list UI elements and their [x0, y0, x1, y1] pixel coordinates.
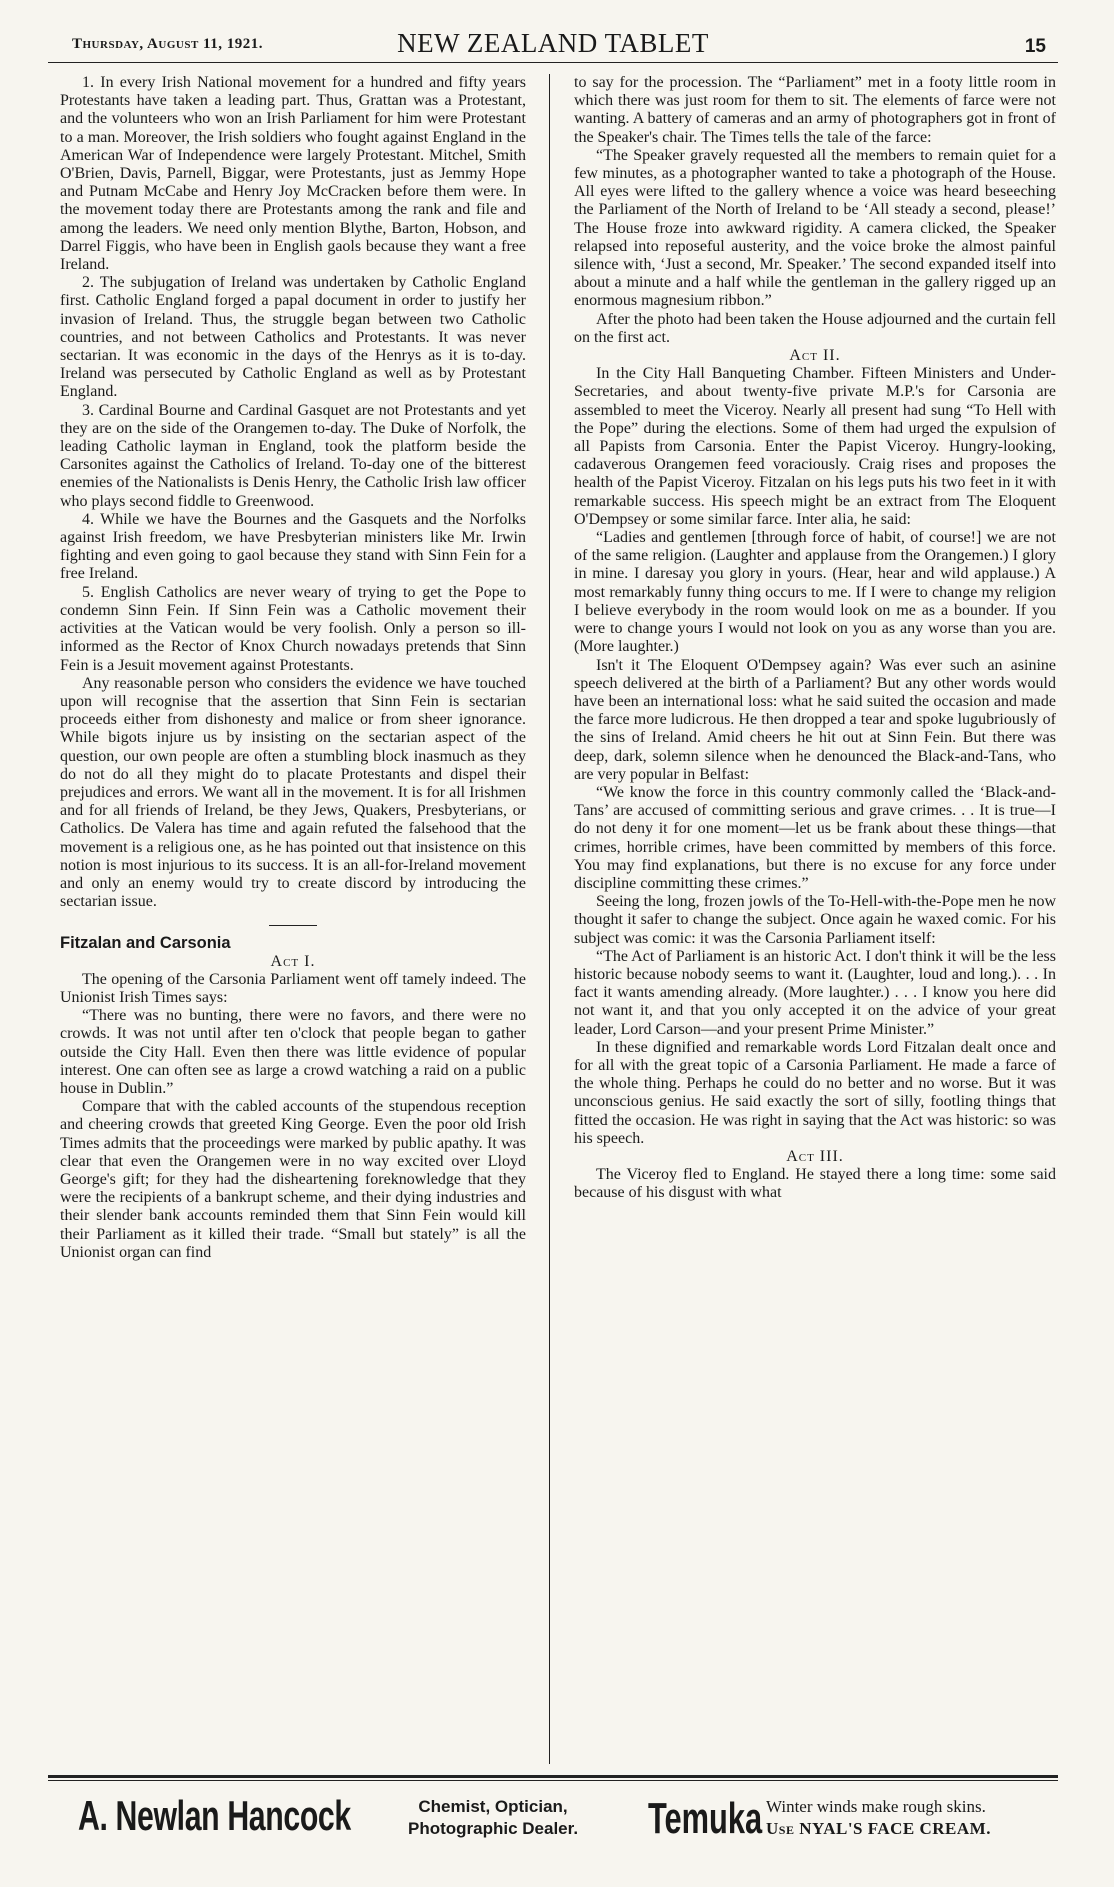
promo-line: Winter winds make rough skins. [766, 1797, 986, 1816]
advert-promo [766, 1796, 991, 1840]
quote-paragraph: “The Speaker gravely requested all the members to remain quiet for a few minutes, as a photographer wanted to take a photograph of the House. All eyes were lifted to the gallery whence a voice was heard beseeching the Parliament of the North of Ireland to be ‘All steady a second, please!’ The House froze into awkward rigidity. A camera clicked, the Speaker relapsed into reposeful austerity, and the voice broke the almost painful silence with, ‘Just a second, Mr. Speaker.’ The second expanded itself into about a minute and a half while the gentleman in the gallery rigged up an enormous magnesium ribbon.” [574, 146, 1056, 310]
advert-rule [48, 1775, 1058, 1778]
newspaper-title: NEW ZEALAND TABLET [397, 28, 709, 58]
section-divider [269, 925, 317, 926]
paragraph: 1. In every Irish National movement for a hundred and fifty years Protestants have taken a leading part. Thus, Grattan was a Protestant, and the volunteers who won an Irish Parliament for him were Protestant to a man. Moreover, the Irish soldiers who fought against England in the American War of Independence were largely Protestant. Mitchel, Smith O'Brien, Davis, Parnell, Biggar, were Protestants, just as Jemmy Hope and Putnam McCabe and Henry Joy McCracken before them were. In the movement today there are Protestants among the rank and file and among the leaders. We need only mention Blythe, Barton, Hobson, and Darrel Figgis, who have been in English gaols because they want a free Ireland. [60, 74, 526, 274]
header-rule [48, 62, 1058, 63]
paragraph: 2. The subjugation of Ireland was undertaken by Catholic England first. Catholic England forged a papal document in order to justify her invasion of Ireland. Thus, the struggle began between two Catholic countries, and not between Catholics and Protestants. It was never sectarian. It was economic in the days of the Henrys as it is to-day. Ireland was persecuted by Catholic England as well as by Protestant England. [60, 274, 526, 401]
act-heading: Act III. [786, 1147, 844, 1165]
quote-paragraph: “The Act of Parliament is an historic Act. I don't think it will be the less historic because nobody seems to want it. (Laughter, loud and long.). . . In fact it wants amending already. (More laughter.) . . . I know you here did not want it, and that you only accepted it on the advice of your great leader, Lord Carson—and your present Prime Minister.” [574, 947, 1056, 1038]
paragraph: Seeing the long, frozen jowls of the To-Hell-with-the-Pope men he now thought it safer to change the subject. Once again he waxed comic. For his subject was comic: it was the Carsonia Parliament itself: [574, 893, 1056, 947]
right-column [574, 74, 1056, 1203]
paragraph: Compare that with the cabled accounts of the stupendous reception and cheering crowds that greeted King George. Even the poor old Irish Times admits that the proceedings were marked by public apathy. It was clear that even the Orangemen were in no way excited over Lloyd George's gift; for they had the disheartening foreknowledge that they were the recipients of a bankrupt scheme, and their dying industries and their slender bank accounts reminded them that Sinn Fein would kill their Parliament as it killed their trade. “Small but stately” is all the Unionist organ can find [60, 1098, 526, 1261]
paragraph: Isn't it The Eloquent O'Dempsey again? Was ever such an asinine speech delivered at the birth of a Parliament? But any other words would have been an international loss: what he said suited the occasion and made the farce more ludicrous. He then dropped a tear and spoke lugubriously of the sins of Ireland. Amid cheers he hit out at Sinn Fein. But there was deep, dark, solemn silence when he denounced the Black-and-Tans, who are very popular in Belfast: [574, 656, 1056, 783]
paragraph: 5. English Catholics are never weary of trying to get the Pope to condemn Sinn Fein. If Sinn Fein was a Catholic movement their activities at the Vatican would be very foolish. Only a person so ill-informed as the Rector of Knox Church nowadays pretends that Sinn Fein is a Jesuit movement against Protestants. [60, 583, 526, 674]
left-column [60, 74, 526, 1262]
paragraph: 3. Cardinal Bourne and Cardinal Gasquet are not Protestants and yet they are on the side of the Orangemen to-day. The Duke of Norfolk, the leading Catholic layman in England, took the platform beside the Carsonites against the Catholics of Ireland. To-day one of the bitterest enemies of the Nationalists is Denis Henry, the Catholic Irish law officer who plays second fiddle to Greenwood. [60, 401, 526, 510]
column-divider [549, 74, 550, 1764]
paragraph: In the City Hall Banqueting Chamber. Fifteen Ministers and Under-Secretaries, and about twenty-five private M.P.'s for Carsonia are assembled to meet the Viceroy. Nearly all present had sung “To Hell with the Pope” during the elections. Some of them had urged the expulsion of all Papists from Carsonia. Enter the Papist Viceroy. Hungry-looking, cadaverous Orangemen feed voraciously. Craig rises and proposes the health of the Papist Viceroy. Fitzalan on his legs puts his two feet in it with remarkable success. His speech might be an extract from The Eloquent O'Dempsey or some similar farce. Inter alia, he said: [574, 365, 1056, 528]
act-heading: Act I. [270, 952, 316, 970]
quote-paragraph: “There was no bunting, there were no favors, and there were no crowds. It was not until after ten o'clock that people began to gather outside the City Hall. Even then there was little evidence of popular interest. One can often see as large a crowd watching a raid on a public house in Dublin.” [60, 1007, 526, 1097]
act-heading: Act II. [789, 347, 841, 365]
advertiser-town: Temuka [648, 1794, 763, 1843]
paragraph: After the photo had been taken the House adjourned and the curtain fell on the first act. [574, 310, 1056, 346]
paragraph: 4. While we have the Bournes and the Gasquets and the Norfolks against Irish freedom, we have Presbyterian ministers like Mr. Irwin fighting and even going to gaol because they stand with Sinn Fein for a free Ireland. [60, 510, 526, 583]
advert-rule [48, 1780, 1058, 1781]
quote-paragraph: “Ladies and gentlemen [through force of habit, of course!] we are not of the same religion. (Laughter and applause from the Orangemen.) I glory in mine. I daresay you glory in yours. (Hear, hear and wild applause.) A most remarkably funny thing occurs to me. If I were to change my religion I believe everybody in the room would look on me as a bounder. If you were to change yours I would not look on you as any worse than you are. (More laughter.) [574, 529, 1056, 656]
advertisement [48, 1786, 1058, 1866]
page-header [48, 28, 1058, 62]
section-heading: Fitzalan and Carsonia [60, 934, 231, 953]
issue-date: Thursday, August 11, 1921. [72, 36, 263, 52]
service-line: Photographic Dealer. [408, 1819, 579, 1838]
paragraph: Any reasonable person who considers the evidence we have touched upon will recognise that the assertion that Sinn Fein is sectarian proceeds either from dishonesty and malice or from sheer ignorance. While bigots injure us by insisting on the sectarian aspect of the question, our own people are often a stumbling block inasmuch as they do not do all they might do to placate Protestants and dispel their prejudices and errors. We want all in the movement. It is for all Irishmen and for all friends of Ireland, be they Jews, Quakers, Presbyterians, or Catholics. De Valera has time and again refuted the falsehood that the movement is a religious one, as he has pointed out that insistence on this notion is most injurious to its success. It is an all-for-Ireland movement and only an enemy would try to create discord by introducing the sectarian issue. [60, 674, 526, 911]
promo-line: Use NYAL'S FACE CREAM. [766, 1819, 991, 1838]
service-line: Chemist, Optician, [418, 1797, 568, 1816]
quote-paragraph: “We know the force in this country commonly called the ‘Black-and-Tans’ are accused of committing serious and grave crimes. . . It is true—I do not deny it for one moment—let us be frank about these things—that crimes, horrible crimes, have been committed by members of this force. You may find explanations, but there is no excuse for any force under discipline committing these crimes.” [574, 783, 1056, 892]
paragraph: The Viceroy fled to England. He stayed there a long time: some said because of his disgust with what [574, 1166, 1056, 1202]
advertiser-name: A. Newlan Hancock [78, 1792, 351, 1839]
paragraph: to say for the procession. The “Parliament” met in a footy little room in which there was just room for them to sit. The elements of farce were not wanting. A battery of cameras and an army of photographers got in front of the Speaker's chair. The Times tells the tale of the farce: [574, 74, 1056, 146]
advertiser-services [408, 1796, 578, 1840]
page-number: 15 [1024, 36, 1046, 57]
paragraph: The opening of the Carsonia Parliament went off tamely indeed. The Unionist Irish Times says: [60, 970, 526, 1006]
paragraph: In these dignified and remarkable words Lord Fitzalan dealt once and for all with the great topic of a Carsonia Parliament. He made a farce of the whole thing. Perhaps he could do no better and no worse. But it was unconscious genius. He said exactly the sort of silly, footling things that fitted the occasion. He was right in saying that the Act was historic: so was his speech. [574, 1038, 1056, 1147]
